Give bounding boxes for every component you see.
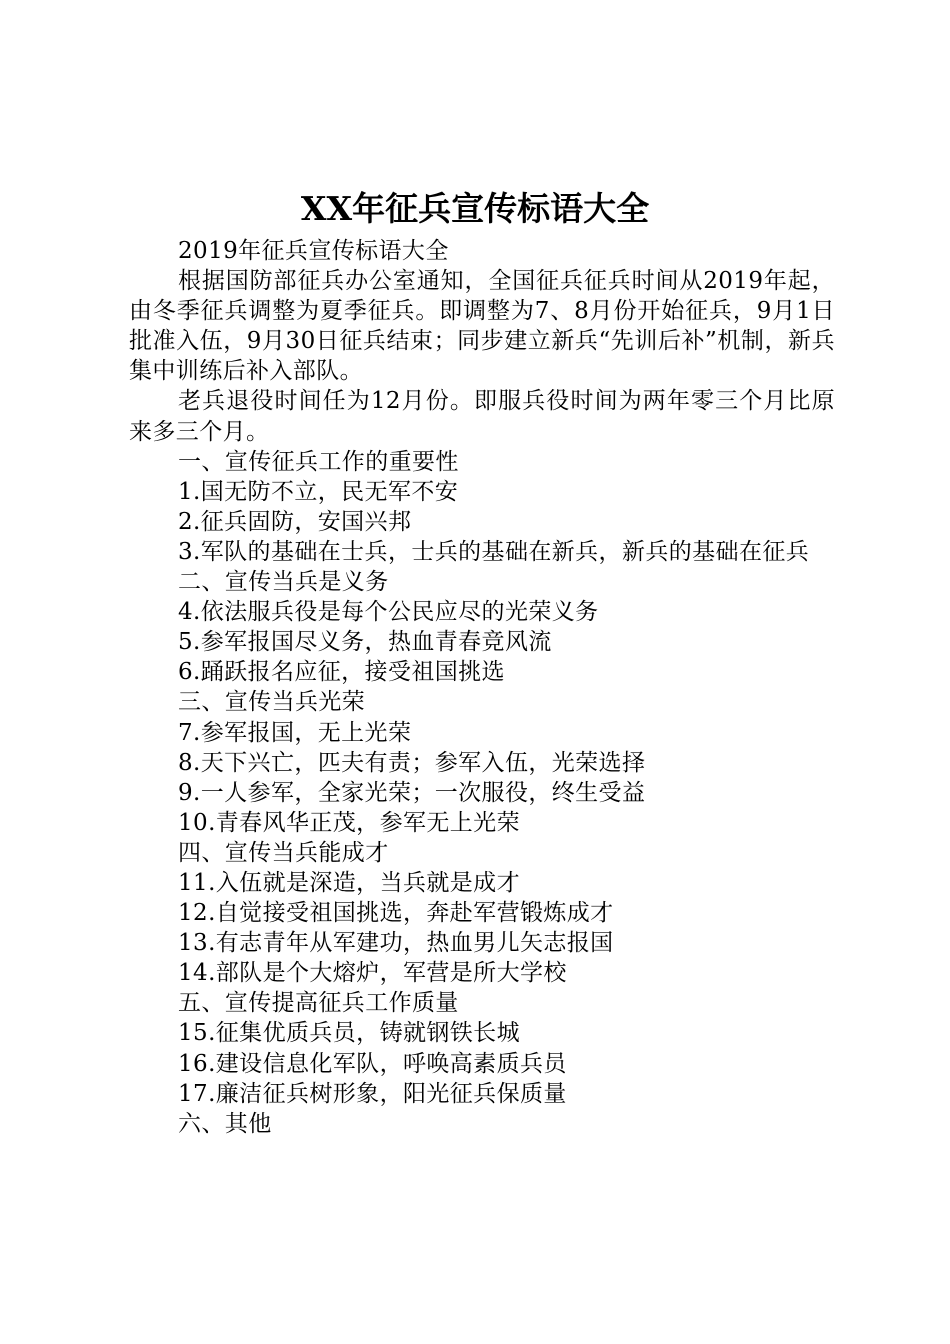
slogan-item: 16.建设信息化军队，呼唤高素质兵员: [178, 1050, 567, 1077]
slogan-item: 3.军队的基础在士兵，士兵的基础在新兵，新兵的基础在征兵: [178, 538, 810, 565]
body-paragraph: 老兵退役时间任为12月份。即服兵役时间为两年零三个月比原来多三个月。: [129, 388, 835, 445]
section-heading: 四、宣传当兵能成才: [178, 839, 389, 866]
slogan-item: 5.参军报国尽义务，热血青春竞风流: [178, 629, 552, 656]
body-paragraph: 根据国防部征兵办公室通知，全国征兵征兵时间从2019年起，由冬季征兵调整为夏季征兵。即调整为7、8月份开始征兵，9月1日批准入伍，9月30日征兵结束；同步建立新兵“先训后补”机制，新兵集中训练后补入部队。: [129, 268, 835, 385]
section-heading: 一、宣传征兵工作的重要性: [178, 448, 459, 475]
section-heading: 五、宣传提高征兵工作质量: [178, 990, 459, 1017]
slogan-item: 10.青春风华正茂，参军无上光荣: [178, 809, 520, 836]
slogan-item: 17.廉洁征兵树形象，阳光征兵保质量: [178, 1080, 567, 1107]
slogan-item: 13.有志青年从军建功，热血男儿矢志报国: [178, 930, 614, 957]
document-subtitle: 2019年征兵宣传标语大全: [178, 238, 449, 264]
slogan-item: 2.征兵固防，安国兴邦: [178, 508, 412, 535]
slogan-item: 8.天下兴亡，匹夫有责；参军入伍，光荣选择: [178, 749, 646, 776]
slogan-item: 4.依法服兵役是每个公民应尽的光荣义务: [178, 599, 599, 626]
slogan-item: 7.参军报国，无上光荣: [178, 719, 412, 746]
slogan-item: 14.部队是个大熔炉，军营是所大学校: [178, 960, 567, 987]
slogan-item: 15.征集优质兵员，铸就钢铁长城: [178, 1020, 520, 1047]
document-title: XX年征兵宣传标语大全: [300, 189, 650, 228]
section-heading: 三、宣传当兵光荣: [178, 689, 366, 716]
section-heading: 六、其他: [178, 1110, 272, 1137]
slogan-item: 12.自觉接受祖国挑选，奔赴军营锻炼成才: [178, 900, 614, 927]
slogan-item: 6.踊跃报名应征，接受祖国挑选: [178, 659, 505, 686]
slogan-item: 1.国无防不立，民无军不安: [178, 478, 459, 505]
slogan-item: 9.一人参军，全家光荣；一次服役，终生受益: [178, 779, 646, 806]
document-body: [129, 236, 835, 1139]
section-heading: 二、宣传当兵是义务: [178, 569, 389, 596]
slogan-item: 11.入伍就是深造，当兵就是成才: [178, 869, 520, 896]
